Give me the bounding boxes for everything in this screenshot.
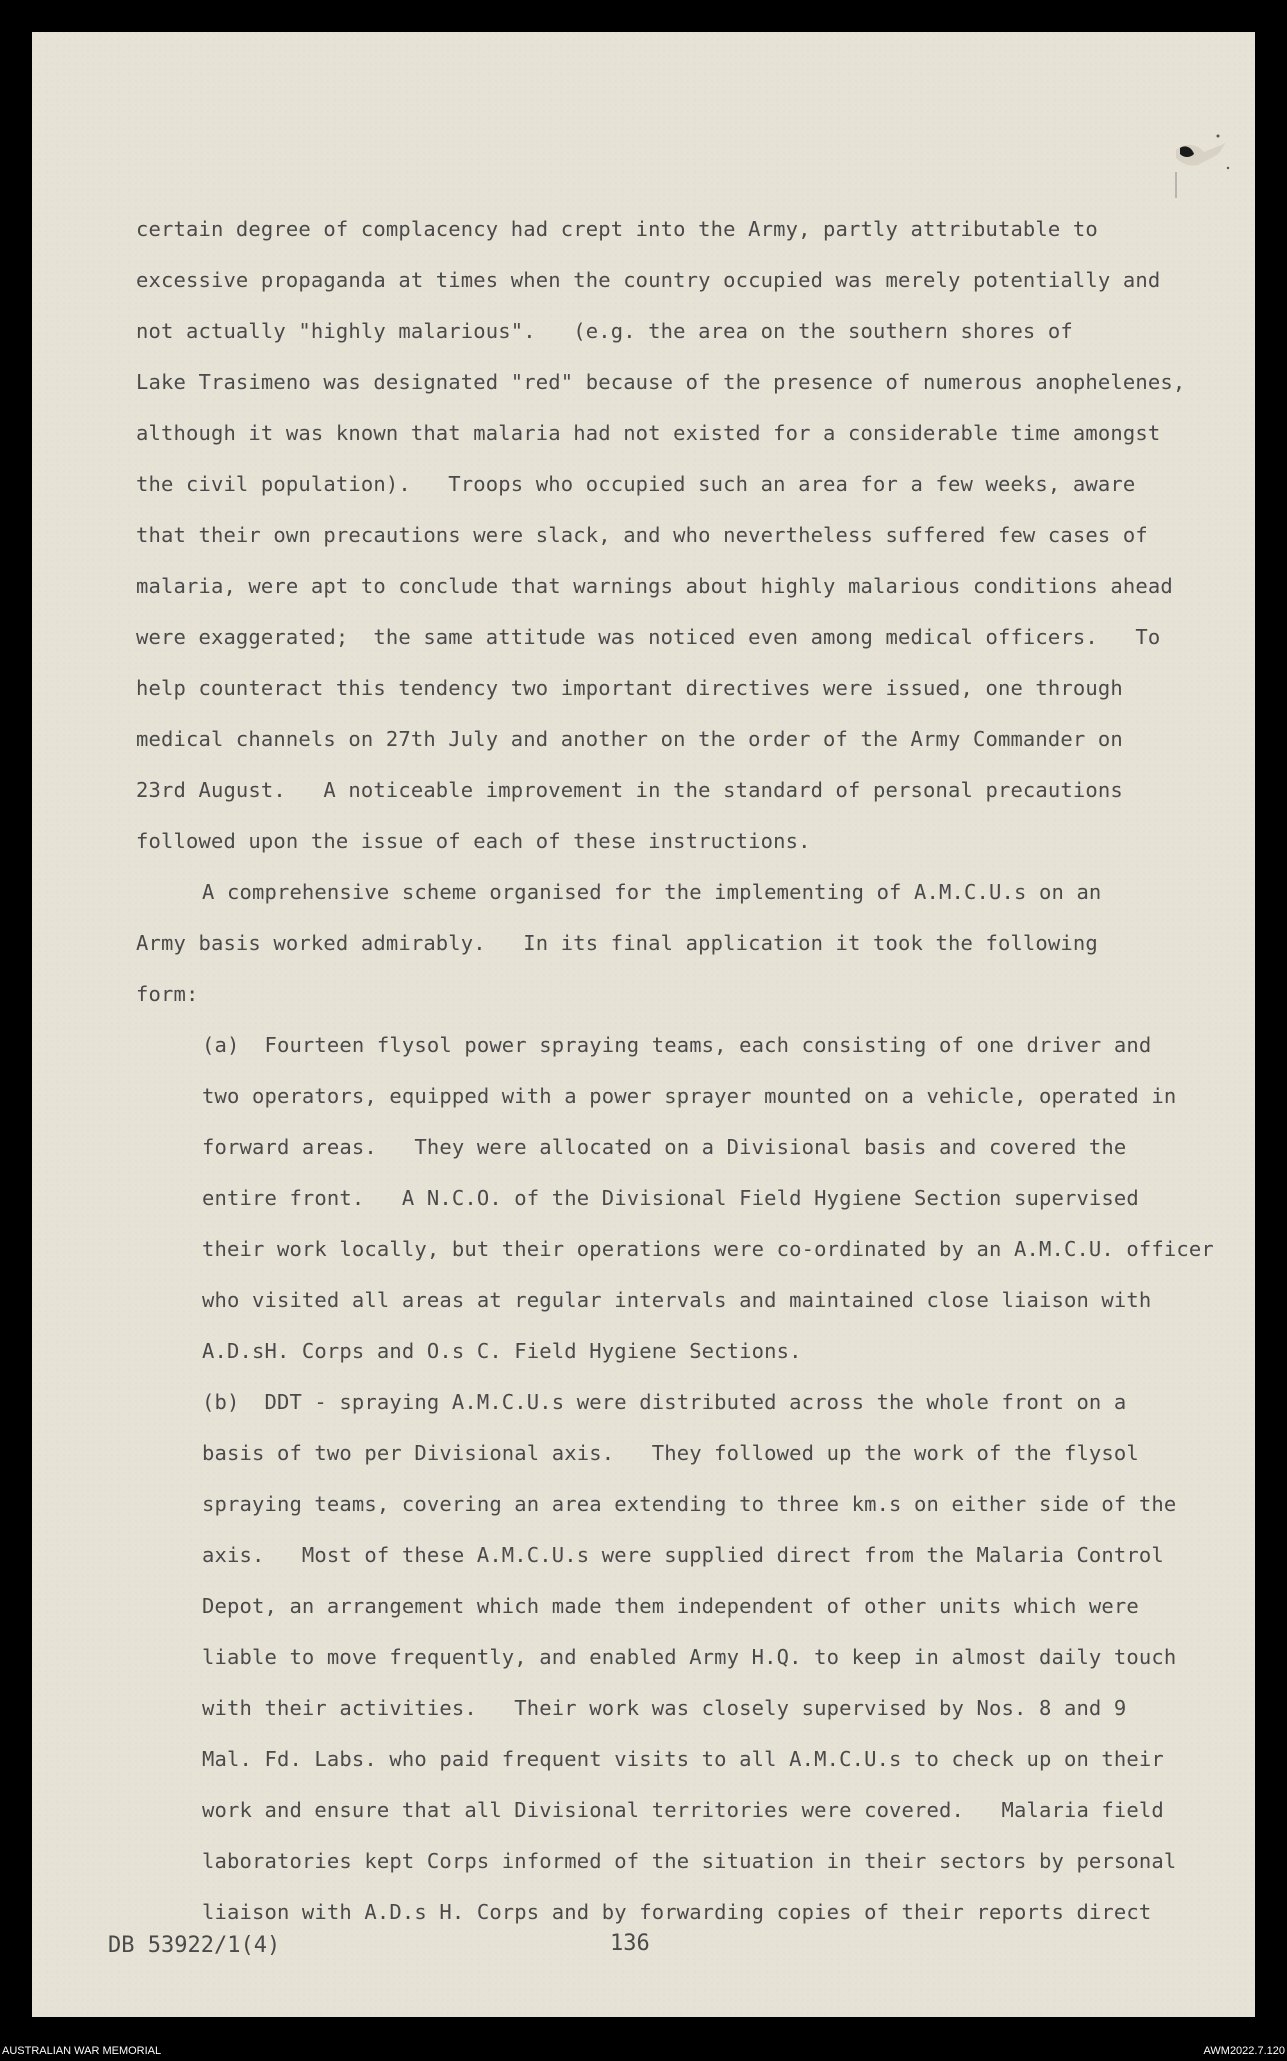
document-body-text (136, 204, 1266, 1938)
text-line: Depot, an arrangement which made them independent of other units which were (202, 1594, 1139, 1618)
text-line: Army basis worked admirably. In its final application it took the following (136, 931, 1098, 955)
text-line: certain degree of complacency had crept into the Army, partly attributable to (136, 217, 1098, 241)
text-line: excessive propaganda at times when the country occupied was merely potentially and (136, 268, 1161, 292)
text-line: medical channels on 27th July and another on the order of the Army Commander on (136, 727, 1123, 751)
text-line: Lake Trasimeno was designated "red" because of the presence of numerous anophelenes, (136, 370, 1186, 394)
archive-accession-number: AWM2022.7.120 (1203, 2045, 1285, 2057)
page-number: 136 (610, 1931, 650, 1956)
text-line: Mal. Fd. Labs. who paid frequent visits to all A.M.C.U.s to check up on their (202, 1747, 1164, 1771)
text-line: that their own precautions were slack, and who nevertheless suffered few cases of (136, 523, 1148, 547)
text-line: spraying teams, covering an area extending to three km.s on either side of the (202, 1492, 1177, 1516)
text-line: help counteract this tendency two important directives were issued, one through (136, 676, 1123, 700)
text-line: followed upon the issue of each of these instructions. (136, 829, 811, 853)
text-line: 23rd August. A noticeable improvement in the standard of personal precautions (136, 778, 1123, 802)
archive-credit: AUSTRALIAN WAR MEMORIAL (2, 2045, 162, 2057)
text-line: liaison with A.D.s H. Corps and by forwarding copies of their reports direct (202, 1900, 1152, 1924)
text-line: A.D.sH. Corps and O.s C. Field Hygiene Sections. (202, 1339, 802, 1363)
paper-damage-mark (1170, 128, 1230, 208)
text-line: (a) Fourteen flysol power spraying teams, each consisting of one driver and (202, 1033, 1152, 1057)
text-line: who visited all areas at regular intervals and maintained close liaison with (202, 1288, 1152, 1312)
text-line: the civil population). Troops who occupied such an area for a few weeks, aware (136, 472, 1136, 496)
text-line: (b) DDT - spraying A.M.C.U.s were distributed across the whole front on a (202, 1390, 1127, 1414)
text-line: although it was known that malaria had not existed for a considerable time amongst (136, 421, 1161, 445)
document-reference: DB 53922/1(4) (108, 1933, 281, 1958)
text-line: basis of two per Divisional axis. They followed up the work of the flysol (202, 1441, 1139, 1465)
text-line: form: (136, 982, 199, 1006)
text-line: not actually "highly malarious". (e.g. the area on the southern shores of (136, 319, 1073, 343)
text-line: forward areas. They were allocated on a Divisional basis and covered the (202, 1135, 1127, 1159)
text-line: were exaggerated; the same attitude was noticed even among medical officers. To (136, 625, 1161, 649)
text-line: their work locally, but their operations were co-ordinated by an A.M.C.U. officer (202, 1237, 1214, 1261)
text-line: two operators, equipped with a power sprayer mounted on a vehicle, operated in (202, 1084, 1177, 1108)
text-line: axis. Most of these A.M.C.U.s were supplied direct from the Malaria Control (202, 1543, 1164, 1567)
text-line: A comprehensive scheme organised for the implementing of A.M.C.U.s on an (202, 880, 1102, 904)
text-line: liable to move frequently, and enabled Army H.Q. to keep in almost daily touch (202, 1645, 1177, 1669)
text-line: entire front. A N.C.O. of the Divisional Field Hygiene Section supervised (202, 1186, 1139, 1210)
text-line: work and ensure that all Divisional territories were covered. Malaria field (202, 1798, 1164, 1822)
text-line: with their activities. Their work was closely supervised by Nos. 8 and 9 (202, 1696, 1127, 1720)
text-line: laboratories kept Corps informed of the situation in their sectors by personal (202, 1849, 1177, 1873)
document-page (32, 32, 1255, 2017)
text-line: malaria, were apt to conclude that warnings about highly malarious conditions ahead (136, 574, 1173, 598)
